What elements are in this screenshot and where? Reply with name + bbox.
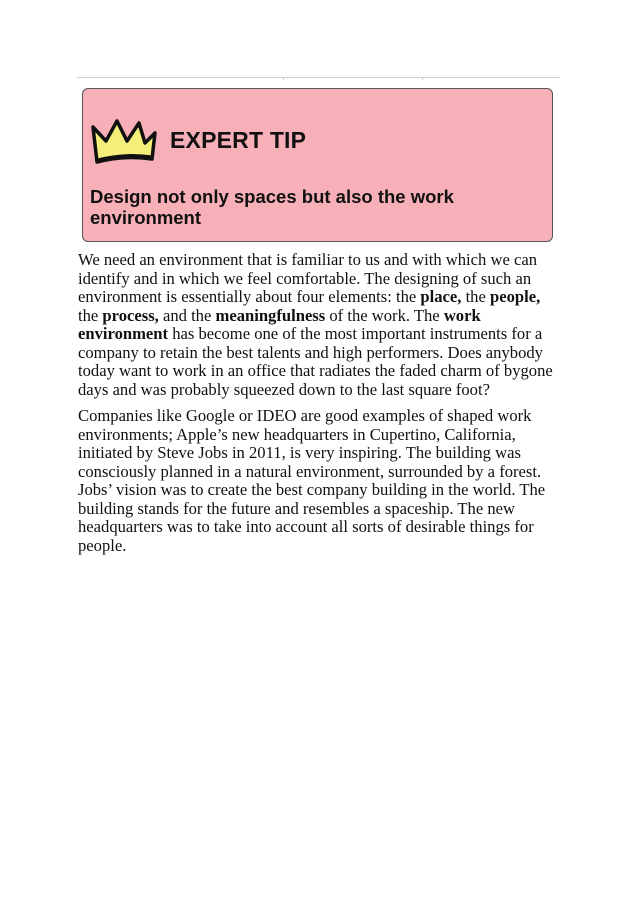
paragraph-1-text: We need an environment that is familiar to us and with which we can identify and in which we feel comfortable. The designing of such an environment is essentially about four elements: the [78,250,538,306]
table-column-divider [283,77,284,80]
paragraph-1-text: the [78,305,103,325]
paragraph-2: Companies like Google or IDEO are good examples of shaped work environments; Apple’s new headquarters in Cupertino, California, initiated by Steve Jobs in 2011, is very inspiring. The building was consciously planned in a natural environment, surrounded by a forest. Jobs’ vision was to create the best company building in the world. The building stands for the future and resembles a spaceship. The new headquarters was to take into account all sorts of desirable things for people. [78,406,546,555]
term-process: process, [102,305,159,325]
table-bottom-rule [77,77,560,80]
term-people: people, [490,287,541,306]
term-meaningfulness: meaningfulness [215,305,326,325]
paragraph-1 [78,251,562,399]
tip-label: EXPERT TIP [170,127,307,153]
crown-icon [89,115,159,165]
paragraph-1-text: of the work. The [325,305,444,325]
paragraph-1-text: and the [158,305,216,325]
paragraph-1-text: has become one of the most important instruments for a company to retain the best talents and high performers. Does anybody today want to work in an office that radiates the faded charm of bygone days and was probably squeezed down to the last square foot? [78,324,553,399]
term-work-environment: work environment [78,305,481,343]
tip-heading: Design not only spaces but also the work environment [90,186,454,228]
expert-tip-box [82,88,553,242]
table-column-divider [422,77,423,80]
body-text [78,251,562,563]
paragraph-1-text: the [461,287,490,306]
term-place: place, [420,287,462,306]
